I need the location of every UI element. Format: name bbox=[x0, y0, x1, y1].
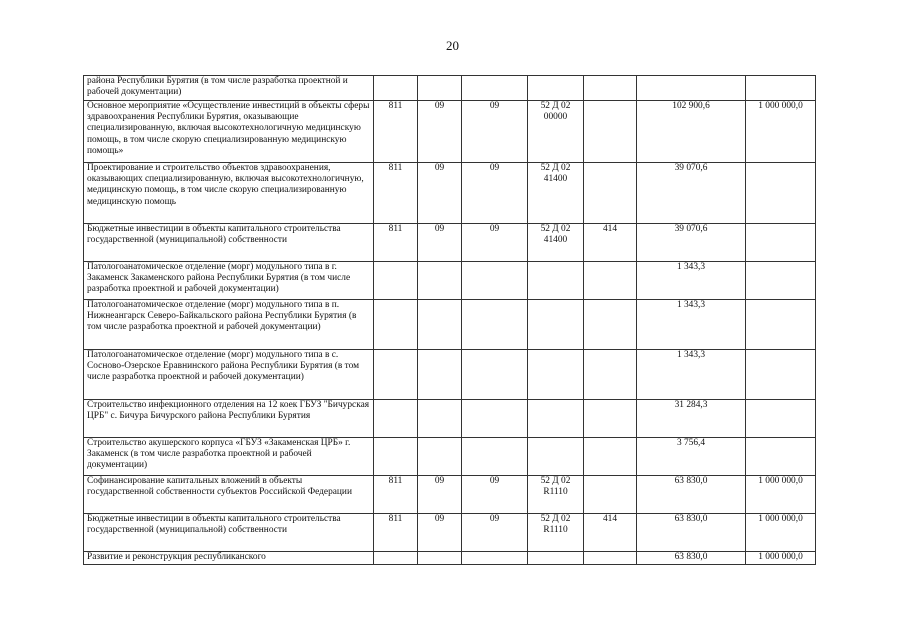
table-row bbox=[84, 224, 816, 262]
pr-cell: 09 bbox=[462, 101, 528, 163]
pr-cell: 09 bbox=[462, 224, 528, 262]
row-name: Патологоанатомическое отделение (морг) модульного типа в п. Нижнеангарск Северо-Байкальского района Республики Бурятия (в том числе разработка проектной и рабочей документации) bbox=[84, 300, 374, 350]
sum-cell: 39 070,6 bbox=[637, 224, 746, 262]
pr-cell: 09 bbox=[462, 163, 528, 224]
table-row bbox=[84, 76, 816, 101]
rz-cell bbox=[418, 76, 462, 101]
grbs-cell bbox=[374, 262, 418, 300]
csr-cell bbox=[528, 76, 584, 101]
sum-cell: 1 000 000,0 bbox=[746, 552, 816, 565]
row-name: Софинансирование капитальных вложений в объекты государственной собственности субъектов Российской Федерации bbox=[84, 476, 374, 514]
csr-cell: 52 Д 02 R1110 bbox=[528, 514, 584, 552]
row-name: Развитие и реконструкция республиканского bbox=[84, 552, 374, 565]
row-name: Основное мероприятие «Осуществление инвестиций в объекты сферы здравоохранения Республики Бурятия, оказывающие специализированную, включая высокотехнологичную медицинскую помощь, в том числе скорую специализированную медицинскую помощь» bbox=[84, 101, 374, 163]
grbs-cell bbox=[374, 76, 418, 101]
rz-cell: 09 bbox=[418, 101, 462, 163]
vr-cell bbox=[584, 300, 637, 350]
row-name: Патологоанатомическое отделение (морг) модульного типа в с. Сосново-Озерское Еравнинского района Республики Бурятия (в том числе разработка проектной и рабочей документации) bbox=[84, 350, 374, 400]
vr-cell bbox=[584, 262, 637, 300]
table-row bbox=[84, 163, 816, 224]
csr-cell: 52 Д 02 00000 bbox=[528, 101, 584, 163]
sum-cell: 31 284,3 bbox=[637, 400, 746, 438]
row-name: Патологоанатомическое отделение (морг) модульного типа в г. Закаменск Закаменского района Республики Бурятия (в том числе разработка проектной и рабочей документации) bbox=[84, 262, 374, 300]
sum-cell bbox=[746, 438, 816, 476]
rz-cell bbox=[418, 438, 462, 476]
table-row bbox=[84, 514, 816, 552]
sum-cell: 1 000 000,0 bbox=[746, 514, 816, 552]
pr-cell bbox=[462, 300, 528, 350]
rz-cell: 09 bbox=[418, 163, 462, 224]
row-name: района Республики Бурятия (в том числе разработка проектной и рабочей документации) bbox=[84, 76, 374, 101]
pr-cell bbox=[462, 262, 528, 300]
rz-cell: 09 bbox=[418, 514, 462, 552]
grbs-cell: 811 bbox=[374, 163, 418, 224]
sum-cell bbox=[746, 400, 816, 438]
csr-cell bbox=[528, 400, 584, 438]
grbs-cell bbox=[374, 552, 418, 565]
rz-cell bbox=[418, 350, 462, 400]
vr-cell bbox=[584, 163, 637, 224]
grbs-cell bbox=[374, 300, 418, 350]
row-name: Бюджетные инвестиции в объекты капитального строительства государственной (муниципальной) собственности bbox=[84, 224, 374, 262]
sum-cell bbox=[746, 163, 816, 224]
pr-cell bbox=[462, 438, 528, 476]
vr-cell bbox=[584, 350, 637, 400]
row-name: Бюджетные инвестиции в объекты капитального строительства государственной (муниципальной) собственности bbox=[84, 514, 374, 552]
sum-cell: 63 830,0 bbox=[637, 514, 746, 552]
pr-cell bbox=[462, 350, 528, 400]
grbs-cell: 811 bbox=[374, 224, 418, 262]
vr-cell bbox=[584, 76, 637, 101]
rz-cell: 09 bbox=[418, 224, 462, 262]
table-row bbox=[84, 262, 816, 300]
sum-cell: 1 000 000,0 bbox=[746, 476, 816, 514]
pr-cell bbox=[462, 400, 528, 438]
sum-cell bbox=[746, 224, 816, 262]
grbs-cell: 811 bbox=[374, 476, 418, 514]
rz-cell bbox=[418, 262, 462, 300]
sum-cell: 102 900,6 bbox=[637, 101, 746, 163]
csr-cell bbox=[528, 300, 584, 350]
sum-cell: 63 830,0 bbox=[637, 476, 746, 514]
table-row bbox=[84, 300, 816, 350]
sum-cell: 39 070,6 bbox=[637, 163, 746, 224]
grbs-cell bbox=[374, 350, 418, 400]
sum-cell bbox=[637, 76, 746, 101]
table-row bbox=[84, 476, 816, 514]
sum-cell: 1 000 000,0 bbox=[746, 101, 816, 163]
pr-cell: 09 bbox=[462, 514, 528, 552]
csr-cell bbox=[528, 262, 584, 300]
pr-cell bbox=[462, 76, 528, 101]
table-row bbox=[84, 101, 816, 163]
rz-cell bbox=[418, 552, 462, 565]
sum-cell bbox=[746, 76, 816, 101]
csr-cell bbox=[528, 350, 584, 400]
csr-cell: 52 Д 02 41400 bbox=[528, 224, 584, 262]
rz-cell: 09 bbox=[418, 476, 462, 514]
csr-cell: 52 Д 02 R1110 bbox=[528, 476, 584, 514]
vr-cell bbox=[584, 476, 637, 514]
sum-cell: 1 343,3 bbox=[637, 300, 746, 350]
table-row bbox=[84, 350, 816, 400]
table-row bbox=[84, 400, 816, 438]
sum-cell bbox=[746, 262, 816, 300]
grbs-cell bbox=[374, 400, 418, 438]
grbs-cell bbox=[374, 438, 418, 476]
table-row bbox=[84, 552, 816, 565]
sum-cell: 1 343,3 bbox=[637, 350, 746, 400]
sum-cell: 3 756,4 bbox=[637, 438, 746, 476]
vr-cell bbox=[584, 438, 637, 476]
sum-cell bbox=[746, 350, 816, 400]
rz-cell bbox=[418, 400, 462, 438]
vr-cell bbox=[584, 400, 637, 438]
grbs-cell: 811 bbox=[374, 101, 418, 163]
sum-cell: 1 343,3 bbox=[637, 262, 746, 300]
vr-cell: 414 bbox=[584, 514, 637, 552]
csr-cell: 52 Д 02 41400 bbox=[528, 163, 584, 224]
csr-cell bbox=[528, 438, 584, 476]
csr-cell bbox=[528, 552, 584, 565]
budget-table bbox=[83, 75, 816, 565]
sum-cell: 63 830,0 bbox=[637, 552, 746, 565]
rz-cell bbox=[418, 300, 462, 350]
pr-cell: 09 bbox=[462, 476, 528, 514]
sum-cell bbox=[746, 300, 816, 350]
vr-cell bbox=[584, 552, 637, 565]
vr-cell bbox=[584, 101, 637, 163]
row-name: Проектирование и строительство объектов здравоохранения, оказывающих специализированную, включая высокотехнологичную, медицинскую помощь, в том числе скорую специализированную медицинскую помощь bbox=[84, 163, 374, 224]
page-number: 20 bbox=[446, 38, 459, 53]
vr-cell: 414 bbox=[584, 224, 637, 262]
row-name: Строительство инфекционного отделения на 12 коек ГБУЗ "Бичурская ЦРБ" с. Бичура Бичурского района Республики Бурятия bbox=[84, 400, 374, 438]
grbs-cell: 811 bbox=[374, 514, 418, 552]
row-name: Строительство акушерского корпуса «ГБУЗ «Закаменская ЦРБ» г. Закаменск (в том числе разработка проектной и рабочей документации) bbox=[84, 438, 374, 476]
table-row bbox=[84, 438, 816, 476]
pr-cell bbox=[462, 552, 528, 565]
